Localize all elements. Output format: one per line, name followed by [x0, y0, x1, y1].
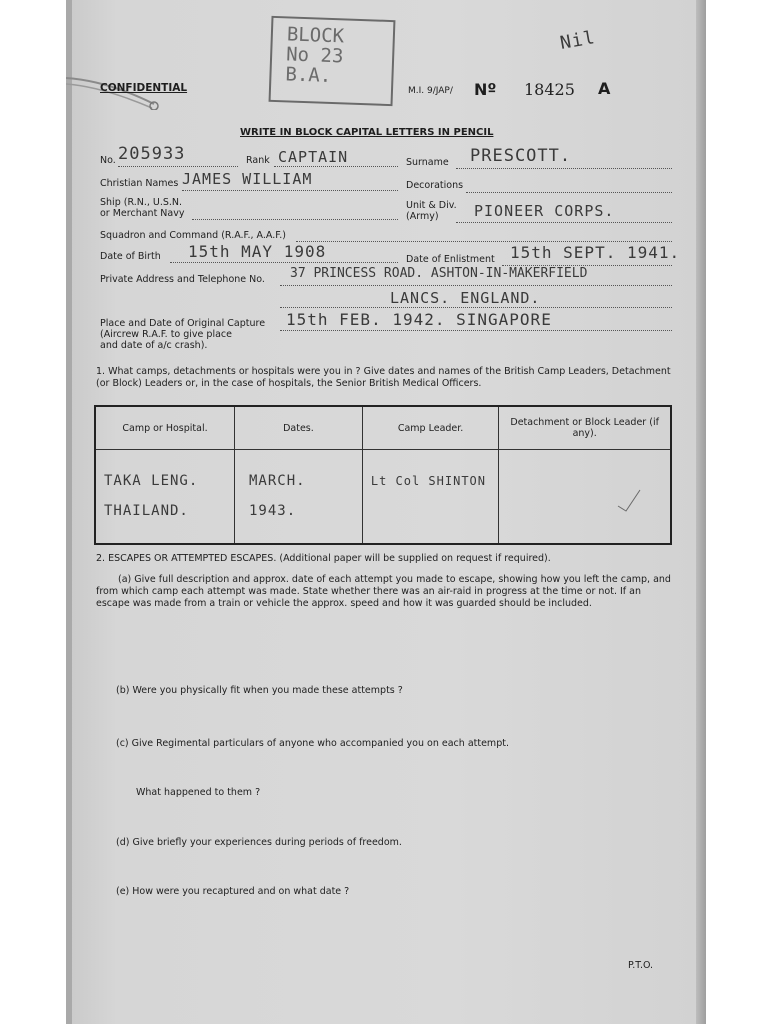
dates-value: MARCH. 1943.	[249, 473, 306, 519]
confidential-label: CONFIDENTIAL	[100, 82, 188, 94]
rank-value: CAPTAIN	[278, 148, 349, 166]
table-cell	[235, 450, 363, 545]
dotted-line	[280, 307, 672, 308]
question-2d-text: (d) Give briefly your experiences during periods of freedom.	[116, 837, 402, 848]
please-turn-over: P.T.O.	[628, 960, 654, 971]
stamp-line: BLOCK	[286, 23, 345, 48]
question-2a-text: (a) Give full description and approx. date of each attempt you made to escape, showing how you left the camp, and from which camp each attempt was made. State whether there was an air-raid in progress at the time or not. If an escape was made from a train or vehicle the approx. speed and how it was guarded should be included.	[96, 574, 671, 609]
block-capitals-instruction: WRITE IN BLOCK CAPITAL LETTERS IN PENCIL	[240, 127, 494, 138]
dotted-line	[274, 166, 398, 167]
column-header: Dates.	[235, 406, 363, 450]
question-2b-text: (b) Were you physically fit when you made these attempts ?	[116, 685, 403, 696]
ship-label: Ship (R.N., U.S.N.	[100, 197, 183, 208]
column-header: Camp or Hospital.	[95, 406, 235, 450]
capture-label-3: and date of a/c crash).	[100, 340, 208, 351]
decorations-label: Decorations	[406, 180, 464, 191]
no-label: No.	[100, 155, 116, 166]
unit-value: PIONEER CORPS.	[474, 202, 615, 220]
unit-label-2: (Army)	[406, 211, 439, 222]
address-line-1: 37 PRINCESS ROAD. ASHTON-IN-MAKERFIELD	[290, 266, 588, 281]
camp-value: TAKA LENG. THAILAND.	[104, 473, 199, 519]
check-mark-icon	[614, 484, 644, 514]
table-cell	[362, 450, 498, 545]
enlistment-value: 15th SEPT. 1941.	[510, 243, 681, 262]
christian-names-value: JAMES WILLIAM	[182, 170, 313, 188]
question-2-heading: 2. ESCAPES OR ATTEMPTED ESCAPES. (Additional paper will be supplied on request if required).	[96, 553, 551, 564]
dotted-line	[280, 285, 672, 286]
dotted-line	[118, 166, 238, 167]
sheet-left-edge	[66, 0, 72, 1024]
address-label: Private Address and Telephone No.	[100, 274, 265, 285]
ref-code: M.I. 9/JAP/	[408, 86, 453, 96]
stamp-line: B.A.	[285, 63, 332, 87]
rank-label: Rank	[246, 155, 270, 166]
document-sheet	[66, 0, 706, 1024]
table-cell	[499, 450, 671, 545]
block-stamp	[269, 16, 396, 106]
sheet-right-edge	[696, 0, 706, 1024]
address-line-2: LANCS. ENGLAND.	[390, 289, 541, 307]
capture-value: 15th FEB. 1942. SINGAPORE	[286, 310, 552, 329]
unit-label: Unit & Div.	[406, 200, 457, 211]
corner-note: Nil	[558, 27, 598, 54]
table-cell	[95, 450, 235, 545]
camps-table	[94, 405, 672, 545]
squadron-label: Squadron and Command (R.A.F., A.A.F.)	[100, 230, 286, 241]
stamp-line: No 23	[285, 43, 344, 68]
christian-names-label: Christian Names	[100, 178, 179, 189]
enlistment-label: Date of Enlistment	[406, 254, 495, 265]
column-header: Detachment or Block Leader (if any).	[499, 406, 671, 450]
dotted-line	[280, 330, 672, 331]
dotted-line	[182, 190, 398, 191]
dotted-line	[456, 168, 672, 169]
ship-label-2: or Merchant Navy	[100, 208, 185, 219]
dotted-line	[466, 192, 672, 193]
capture-label: Place and Date of Original Capture	[100, 318, 266, 329]
surname-value: PRESCOTT.	[470, 146, 572, 166]
question-2e-text: (e) How were you recaptured and on what date ?	[116, 886, 350, 897]
document-suffix: A	[598, 79, 611, 98]
column-header: Camp Leader.	[362, 406, 498, 450]
date-of-birth-label: Date of Birth	[100, 251, 161, 262]
dotted-line	[296, 241, 672, 242]
question-1-text: 1. What camps, detachments or hospitals were you in ? Give dates and names of the British Camp Leaders, Detachment (or Block) Leaders or, in the case of hospitals, the Senior British Medical Officers.	[96, 366, 671, 389]
number-label: Nº	[474, 80, 497, 99]
capture-label-2: (Aircrew R.A.F. to give place	[100, 329, 232, 340]
document-number: 18425	[524, 80, 575, 99]
table-row	[95, 450, 671, 545]
camp-leader-value: Lt Col SHINTON	[370, 474, 487, 488]
question-2c-text: (c) Give Regimental particulars of anyone who accompanied you on each attempt.	[116, 738, 509, 749]
dotted-line	[192, 219, 398, 220]
dotted-line	[170, 262, 398, 263]
service-number-value: 205933	[118, 144, 186, 164]
question-2c-followup: What happened to them ?	[136, 787, 261, 798]
surname-label: Surname	[406, 157, 449, 168]
table-header-row	[95, 406, 671, 450]
dotted-line	[456, 222, 672, 223]
date-of-birth-value: 15th MAY 1908	[188, 242, 327, 261]
